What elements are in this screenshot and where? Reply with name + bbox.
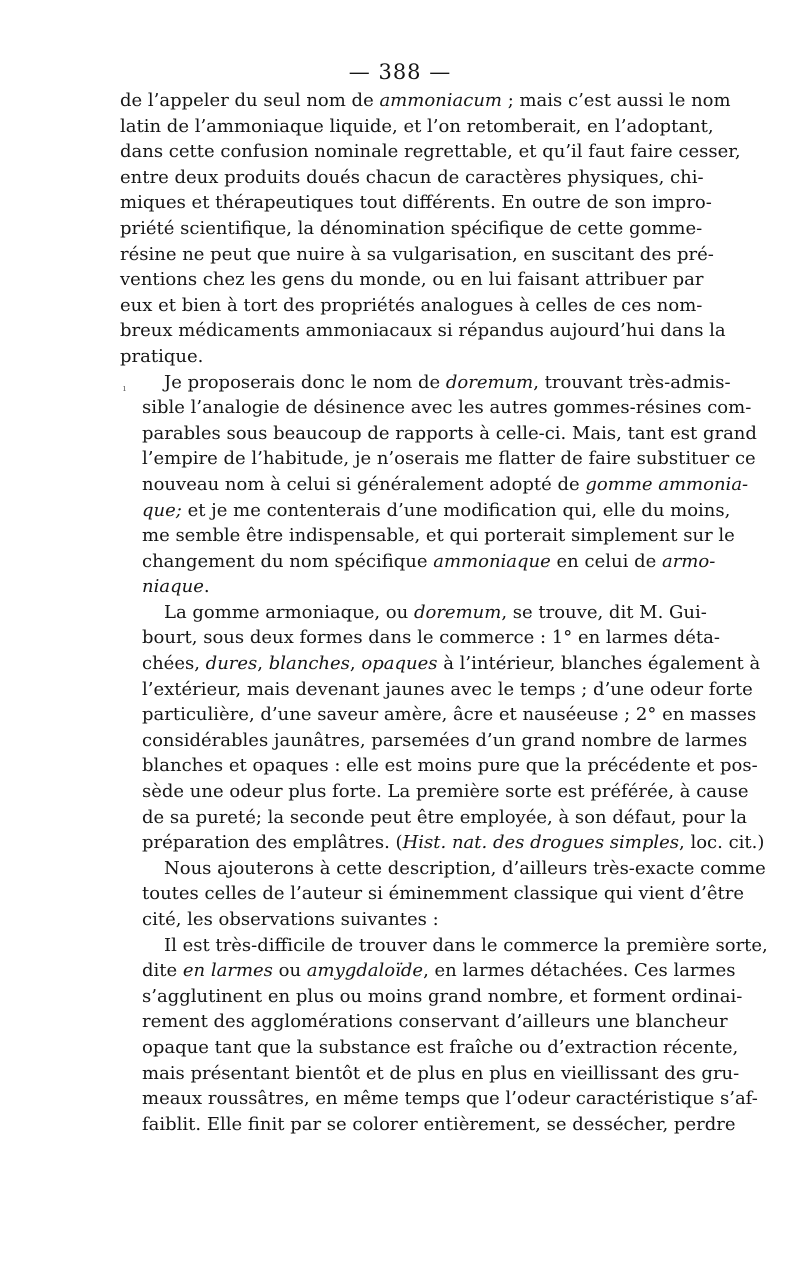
text-run: en celui de [550,550,662,572]
text-line [120,344,676,370]
text-run: opaque tant que la substance est fraîche ou d’extraction récente, [142,1036,739,1058]
paragraph [120,370,757,600]
text-run: l’empire de l’habitude, je n’oserais me flatter de faire substituer ce [142,448,756,470]
text-run: parables sous beaucoup de rapports à celle-ci. Mais, tant est grand [142,422,757,444]
text-run: breux médicaments ammoniacaux si répandus aujourd’hui dans la [120,320,726,342]
text-run: résine ne peut que nuire à sa vulgarisation, en suscitant des pré- [120,243,714,265]
text-line [120,830,765,856]
text-run: miques et thérapeutiques tout différents. En outre de son impro- [120,192,712,214]
margin-mark: ı [123,384,126,394]
italic-term: ammoniacum [379,90,502,111]
text-run: de l’appeler du seul nom de [120,90,380,111]
text-run: blanches et opaques : elle est moins pure que la précédente et pos- [142,755,758,777]
text-run: eux et bien à tort des propriétés analogues à celles de ces nom- [120,294,703,316]
text-line [120,625,720,651]
text-line [120,267,704,293]
text-run: dans cette confusion nominale regrettable, et qu’il faut faire cesser, [120,141,741,163]
text-line [120,114,714,140]
page-number: — 388 — [348,60,452,84]
text-line [120,421,757,447]
text-line [120,395,752,421]
text-run: considérables jaunâtres, parsemées d’un grand nombre de larmes [142,729,748,751]
text-line [120,370,731,396]
italic-term: que; [142,499,182,521]
text-line [120,881,745,907]
text-line [120,472,749,498]
text-line [120,139,741,165]
text-line [120,293,703,319]
paragraph [120,933,768,1138]
italic-term: dures [205,653,258,675]
text-line [120,958,736,984]
text-run: latin de l’ammoniaque liquide, et l’on retomberait, en l’adoptant, [120,115,714,137]
text-run: à l’intérieur, blanches également à [437,653,761,675]
text-run: toutes celles de l’auteur si éminemment classique qui vient d’être [142,883,745,905]
paragraph [120,600,765,856]
italic-term: armo- [661,550,716,572]
text-run: dite [142,960,183,982]
text-line [120,498,731,524]
text-line [120,1035,739,1061]
text-line [120,728,748,754]
text-line [120,165,704,191]
text-run: mais présentant bientôt et de plus en plus en vieillissant des gru- [142,1062,740,1084]
text-run: me semble être indispensable, et qui porterait simplement sur le [142,525,735,547]
text-line [120,677,753,703]
paragraph [120,856,766,933]
italic-term: en larmes [182,960,273,982]
text-line [120,1112,736,1138]
text-line [120,1009,728,1035]
text-run: , en larmes détachées. Ces larmes [423,960,736,982]
text-line [120,600,707,626]
text-run: Il est très-difficile de trouver dans le commerce la première sorte, [164,934,768,956]
text-run: bourt, sous deux formes dans le commerce : 1° en larmes déta- [142,627,720,649]
text-line [120,856,766,882]
text-run: ou [272,960,307,982]
text-run: et je me contenterais d’une modification qui, elle du moins, [181,499,731,521]
text-run: , [257,653,269,675]
text-line [120,1086,758,1112]
text-line [120,216,703,242]
paragraph [120,88,741,370]
text-run: Je proposerais donc le nom de [164,371,446,393]
text-run: , loc. cit.) [679,832,765,854]
text-run: Nous ajouterons à cette description, d’ailleurs très-exacte comme [164,857,766,879]
text-run: sible l’analogie de désinence avec les autres gommes-résines com- [142,397,752,419]
text-run: particulière, d’une saveur amère, âcre et nauséeuse ; 2° en masses [142,704,757,726]
text-line [120,779,749,805]
text-line [120,1061,740,1087]
text-line [120,88,731,114]
italic-term: ammoniaque [433,550,551,572]
text-line [120,242,714,268]
text-line [120,651,761,677]
text-run: sède une odeur plus forte. La première sorte est préférée, à cause [142,781,749,803]
text-line [120,318,726,344]
text-run: cité, les observations suivantes : [142,909,439,930]
text-run: faiblit. Elle finit par se colorer entièrement, se dessécher, perdre [142,1113,736,1135]
text-run: rement des agglomérations conservant d’ailleurs une blancheur [142,1011,728,1033]
text-run: . [203,576,210,598]
italic-term: gomme ammonia- [585,473,749,495]
text-line [120,984,743,1010]
text-run: de sa pureté; la seconde peut être employée, à son défaut, pour la [142,806,747,828]
italic-term: doremum [413,601,502,623]
text-run: priété scientifique, la dénomination spécifique de cette gomme- [120,217,703,239]
text-run: changement du nom spécifique [142,550,434,572]
text-run: entre deux produits doués chacun de caractères physiques, chi- [120,166,704,188]
text-line [120,805,747,831]
text-line [120,907,676,933]
text-run: ventions chez les gens du monde, ou en lui faisant attribuer par [120,269,704,291]
text-run: s’agglutinent en plus ou moins grand nombre, et forment ordinai- [142,985,743,1007]
text-line [120,933,768,959]
italic-term: Hist. nat. des drogues simples [402,832,680,854]
text-line [120,190,712,216]
text-run: , [349,653,362,675]
italic-term: opaques [361,653,438,675]
italic-term: amygdaloïde [306,960,424,982]
text-line [120,753,758,779]
text-line [120,446,756,472]
text-run: , se trouve, dit M. Gui- [501,601,707,623]
text-line [120,549,716,575]
text-run: ; mais c’est aussi le nom [501,90,731,111]
text-run: pratique. [120,345,204,367]
body-text [120,88,768,1137]
italic-term: doremum [445,371,534,393]
text-line [120,574,676,600]
text-run: préparation des emplâtres. ( [142,832,403,854]
text-line [120,523,735,549]
text-run: l’extérieur, mais devenant jaunes avec le temps ; d’une odeur forte [142,678,753,700]
text-line [120,702,757,728]
italic-term: niaque [142,576,204,598]
text-run: La gomme armoniaque, ou [164,601,414,623]
text-run: chées, [142,653,206,675]
italic-term: blanches [268,653,350,675]
text-run: meaux roussâtres, en même temps que l’odeur caractéristique s’af- [142,1088,758,1110]
text-run: nouveau nom à celui si généralement adopté de [142,473,586,495]
text-run: , trouvant très-admis- [533,371,731,393]
